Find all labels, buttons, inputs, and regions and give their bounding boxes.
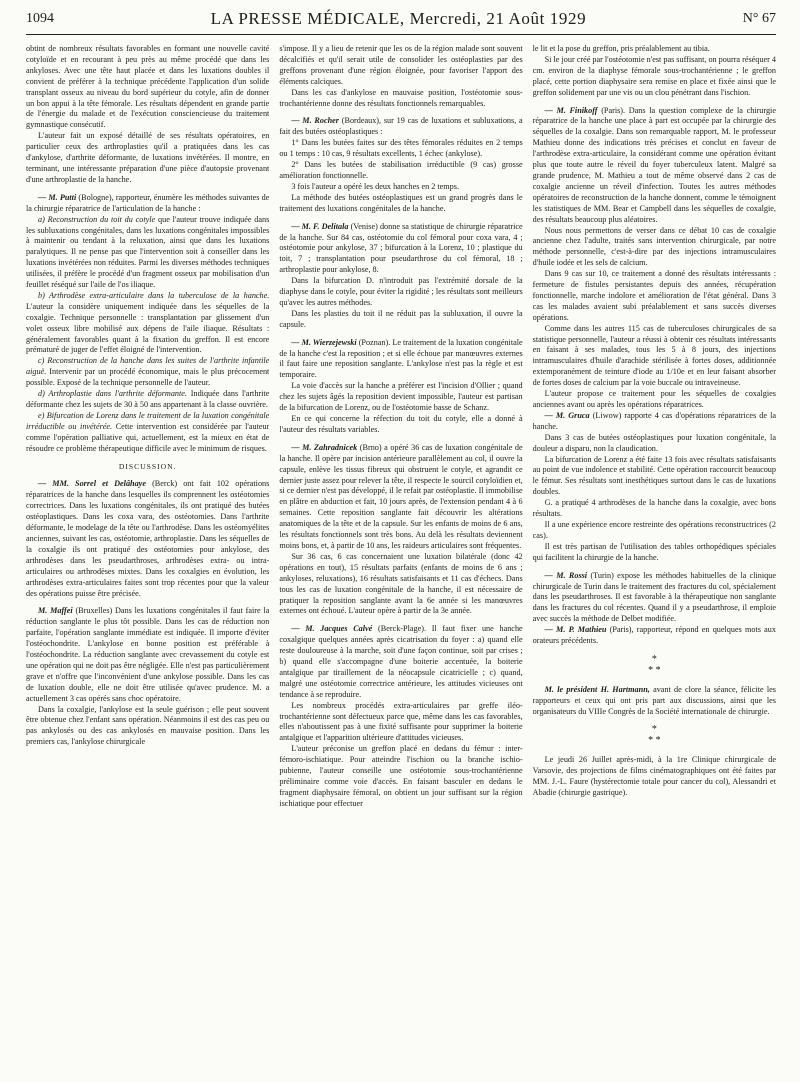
paragraph	[279, 138, 522, 160]
paragraph-text: (Paris). Dans la question complexe de la chirurgie réparatrice de la hanche une place à part est occupée par la chirurgie des séquelles de la coxalgie. Dans son remarquable rapport, M. le professeur Mathieu donne des indications très précises et conclut en faveur de l'arthrodèse extra-articulaire, la considérant comme une opération évitant plus que toute autre le réveil du foyer tuberculeux latent. Malgré sa grande prudence, M. Mathieu a tout de même observé dans 2 cas de coxalgie ancienne un réveil d'infection. Toutes les autres méthodes opératoires de reconstruction de la hanche donnent, comme le témoignent les statistiques de MM. Bear et Campbell dans les séquelles de coxalgie, des résultats beaucoup plus aléatoires.	[532, 105, 776, 224]
paragraph	[533, 411, 776, 433]
paragraph	[26, 131, 269, 186]
asterism: * * *	[648, 724, 661, 747]
paragraph	[279, 182, 522, 193]
paragraph-text: (Poznan). Le traitement de la luxation congénitale de la hanche c'est la reposition ; et si elle échoue par manœuvres externes il faut faire une reposition sanglante. L'ankylose n'est pas la règle et est temporaire.	[279, 337, 523, 380]
paragraph-text: La bifurcation de Lorenz a été faite 13 fois avec résultats satisfaisants au point de vue indolence et stabilité. Cette opération raccourcit beaucoup le fémur. Ses résultats sont inesthétiques surtout dans le cas de luxations doubles.	[532, 454, 776, 497]
speaker-name: M. Maffei	[38, 606, 73, 616]
paragraph	[279, 624, 522, 700]
paragraph-text: Sur 36 cas, 6 cas concernaient une luxation bilatérale (donc 42 opérations en tout), 15 résultats parfaits (enfants de moins de 6 ans ; ankyloses, reluxations), 16 résultats satisfaisants et 11 cas d'échecs. Dans tous les cas de luxation congénitale de la hanche, il est nécessaire de pratiquer la reposition sanglante avant la 6e année si les manœuvres externes ont échoué. L'auteur opère à partir de la 3e année.	[279, 551, 523, 616]
paragraph-text: que l'auteur trouve indiquée dans les subluxations congénitales, dans les luxations congénitales impossibles à maintenir ou tendant à la reluxation, ainsi que dans les luxations paralytiques. Il ne pense pas que l'intervention soit à conseiller dans les luxations invétérées non réduites. Parmi les diverses méthodes techniques utilisées, il préfère le procédé d'un fragment osseux par mobilisation d'un feuillet réséqué sur l'aile de l'os iliaque.	[26, 214, 270, 290]
paragraph	[26, 411, 269, 455]
paragraph-text: L'auteur fait un exposé détaillé de ses résultats opératoires, en particulier ceux des arthroplasties qu'il a pratiquées dans les cas d'ankylose, d'arthrite déformante, de luxations invétérées. Il montre, en terminant, une intéressante préparation d'une pièce d'autopsie provenant d'une arthroplastie de la hanche.	[26, 131, 270, 184]
column-3	[533, 44, 776, 1074]
paragraph-text: Dans la bifurcation D. n'introduit pas l'extrémité dorsale de la diaphyse dans le cotyle, pour éviter la rigidité ; les résultats sont meilleurs qu'avec les autres méthodes.	[279, 276, 523, 307]
page-number: 1094	[26, 11, 54, 26]
paragraph	[533, 498, 776, 520]
speaker-name: — M. Gruca	[544, 410, 590, 420]
subheading-italic: c) Reconstruction de la hanche dans les suites de l'arthrite infantile aiguë.	[26, 356, 270, 377]
paragraph	[26, 389, 269, 411]
paragraph-text: Le jeudi 26 Juillet après-midi, à la 1re Clinique chirurgicale de Varsovie, des projections de films cinématographiques ont été faites par MM. J.-L. Faure (hystérectomie totale pour cancer du col), Alessandri et Abadie (chirurgie gastrique).	[532, 755, 776, 797]
paragraph	[279, 88, 522, 110]
page-header	[26, 4, 776, 35]
paragraph-text: La voie d'accès sur la hanche a préférer est l'incision d'Ollier ; quand chez les sujets âgés la reposition devient impossible, l'auteur est partisan de la bifurcation de Lorenz, ou de l'ostéotomie basse de Schanz.	[279, 381, 523, 413]
section-separator	[533, 655, 776, 677]
paragraph-text: 2° Dans les butées de stabilisation irréductible (9 cas) grosse amélioration fonctionnelle.	[279, 160, 523, 180]
paragraph-text: (Berck) ont fait 102 opérations réparatrices de la hanche dans lesquelles ils comprennent les ostéotomies correctrices. Dans les luxations congénitales, ils ont pratiqué des butées ostéoplastiques. Dans les coxa vara, des ostéotomies. Dans l'arthrite déformante, le modelage de la tête ou l'arthrodèse. Dans les ostéomyélites anciennes, suivant les cas, ostéotomie, arthroplastie. Dans les séquelles de la coxalgie ils ont pratiqué des ostéotomies pour ankylose, des arthrodèses dans les pseudarthroses, arthrodèses extra- ou intra-articulaires ou arthrodèses mixtes. Dans les coxalgies en évolution, les arthrodèses extra-articulaires faites sont trop récentes pour que la valeur des opérations puisse être précisée.	[26, 479, 270, 598]
paragraph	[279, 116, 522, 138]
column-2	[279, 44, 522, 1074]
speaker-name: — M. F. Delitala	[291, 221, 349, 231]
paragraph	[533, 433, 776, 455]
paragraph-text: Intervenir par un procédé économique, mais le plus précocement possible. Exposé de la technique personnelle de l'auteur.	[26, 367, 270, 388]
speaker-name: — M. P. Mathieu	[544, 625, 607, 635]
paragraph-text: Cette intervention est considérée par l'auteur comme l'opération palliative qui, actuellement, est la mieux en état de résoudre ce problème thérapeutique difficile avec le minimum de risques.	[26, 421, 270, 453]
paragraph-text: Indiquée dans l'arthrite déformante chez les sujets de 30 à 50 ans appartenant à la classe ouvrière.	[26, 389, 270, 409]
paragraph-text: Dans la coxalgie, l'ankylose est la seule guérison ; elle peut souvent être obtenue chez l'enfant sans opération. Néanmoins il est des cas peu ou pas ankylosés ou des cas ankylosés en mauvaise position. Dans les premiers cas, l'ankylose chirurgicale	[26, 704, 270, 747]
paragraph	[279, 744, 522, 809]
paragraph	[26, 291, 269, 356]
paragraph	[26, 479, 269, 599]
paragraph	[279, 222, 522, 277]
paragraph	[533, 520, 776, 542]
speaker-name: — M. Rossi	[544, 570, 588, 580]
paragraph	[533, 269, 776, 324]
article-columns	[26, 44, 776, 1074]
subheading-italic: a) Reconstruction du toit du cotyle	[38, 214, 156, 224]
speaker-name: M. le président H. Hartmann,	[544, 684, 650, 694]
paragraph-text: Dans les plasties du toit il ne réduit pas la subluxation, il ouvre la capsule.	[279, 308, 523, 329]
speaker-name: — M. Rocher	[291, 116, 339, 126]
paragraph	[279, 193, 522, 215]
issue-number: N° 67	[742, 11, 776, 26]
speaker-name: — M. Finikoff	[544, 105, 598, 115]
paragraph-text: Il est très partisan de l'utilisation des tables orthopédiques spéciales qui facilitent la chirurgie de la hanche.	[532, 541, 776, 562]
paragraph	[533, 106, 776, 226]
paragraph	[26, 193, 269, 215]
paragraph	[533, 44, 776, 55]
paragraph-text: Il a une expérience encore restreinte des opérations reconstructrices (2 cas).	[532, 519, 776, 540]
paragraph-text: Comme dans les autres 115 cas de tuberculoses chirurgicales de sa statistique personnelle, l'auteur a réussi à obtenir ces résultats intéressants en faisant à ses malades, tous les 5 à 8 jours, des injections intramusculaires d'huile d'arachide stérilisée à fortes doses, additionnée extemporanément de teinture d'iode au 1/10e et en leur faisant absorber de fortes doses de calcium par la voie buccale ou intraveineuse.	[532, 323, 776, 388]
speaker-name: — M. Jacques Calvé	[291, 624, 373, 634]
paragraph-text: La méthode des butées ostéoplastiques est un grand progrès dans le traitement des luxations congénitales de la hanche.	[279, 192, 523, 213]
paragraph	[533, 455, 776, 499]
paragraph-text: (Berck-Plage). Il faut fixer une hanche coxalgique quelques années après cicatrisation du foyer : a) quand elle reste douloureuse à la marche, soit d'une façon continue, soit par crises ; b) quand elle s'accompagne d'une boiterie accentuée, la boiterie antalgique par tiraillement de la néocapsule cicatricielle ; c) quand, malgré une ostéotomie correctrice antérieure, les attitudes vicieuses ont tendance à se reproduire.	[279, 624, 523, 699]
paragraph	[533, 389, 776, 411]
journal-title: LA PRESSE MÉDICALE, Mercredi, 21 Août 1929	[210, 9, 587, 28]
column-1	[26, 44, 269, 1074]
paragraph-text: 3 fois l'auteur a opéré les deux hanches en 2 temps.	[291, 181, 459, 191]
paragraph-text: Dans 3 cas de butées ostéoplastiques pour luxation congénitale, la douleur a disparu, non la claudication.	[532, 432, 776, 453]
paragraph-text: L'auteur la considère uniquement indiquée dans les séquelles de la coxalgie. Technique personnelle : transplantation par glissement d'un volet osseux libre mobilisé aux dépens de l'aile iliaque. Résultats : généralement favorables quant à la fixation du greffon. Il est encore prématuré de juger de l'effet éloigné de l'intervention.	[26, 301, 270, 355]
speaker-name: — M. Wierzejewski	[291, 337, 357, 347]
paragraph-text: s'impose. Il y a lieu de retenir que les os de la région malade sont souvent décalcifiés et qu'il serait utile de consolider les ostéoplasties par des greffons provenant d'une région éloignée, pour favoriser l'apport des éléments calciques.	[279, 44, 523, 86]
paragraph-text: L'auteur préconise un greffon placé en dedans du fémur : inter-fémoro-ischiatique. Pour atteindre l'ischion ou la branche ischio-pubienne, l'auteur conseille une ostéotomie sous-trochantérienne préliminaire comme voie d'accès. En faisant basculer en dedans le fragment diaphysaire fémoral, on obtient un jour suffisant sur la région ischiatique pour effectuer	[279, 744, 523, 808]
paragraph	[533, 324, 776, 389]
speaker-name: — M. Putti	[38, 192, 77, 202]
paragraph	[26, 606, 269, 704]
paragraph-text: (Liwow) rapporte 4 cas d'opérations réparatrices de la hanche.	[532, 410, 776, 431]
paragraph	[533, 55, 776, 99]
paragraph-text: (Brno) a opéré 36 cas de luxation congénitale de la hanche. Il opère par incision antérieure parallèlement au col, il ouvre la capsule, enlève les tissus fibreux qui obstruent le cotyle, et agrandit ce dernier juste assez pour relever la tête, il respecte le sourcil cotyloïdien et, si ce dernier n'est pas développé, il le refait par ostéoplastie. Il immobilise en plâtre en abduction et fait, 10 jours après, de l'extension pendant 4 à 6 semaines. Cette reposition sanglante fait découvrir les altérations anatomiques de la tête et de la capsule. Sur les enfants de moins de 6 ans, les résultats fonctionnels sont très bons. Au delà les résultats deviennent moins bons, et, à partir de 10 ans, les raideurs articulaires sont fréquentes.	[279, 442, 523, 550]
subheading-italic: d) Arthroplastie dans l'arthrite déformante.	[38, 389, 187, 399]
paragraph	[279, 552, 522, 617]
speaker-name: — M. Zahradnicek	[291, 442, 358, 452]
subheading-italic: b) Arthrodèse extra-articulaire dans la tuberculose de la hanche.	[38, 290, 270, 300]
paragraph-text: (Bordeaux), sur 19 cas de luxations et subluxations, a fait des butées ostéoplastiques :	[279, 116, 523, 137]
subheading-italic: e) Bifurcation de Lorenz dans le traitement de la luxation congénitale irréductible ou invétérée.	[26, 410, 270, 431]
paragraph	[279, 338, 522, 382]
paragraph-text: obtint de nombreux résultats favorables en formant une nouvelle cavité cotyloïde et en recourant à peu près au même procédé que dans les ankyloses. Avec une tête haut placée et dans les luxations doubles il convient de préférer à la technique précédente l'application d'un solide transplant osseux au niveau du bord supérieur du cotyle, afin de donner un bon appui à la tête fémorale. Les résultats dépendent en grande partie de l'énergie du malade et de l'exécution consciencieuse du traitement gymnastique consécutif.	[26, 44, 270, 130]
paragraph-text: 1° Dans les butées faites sur des têtes fémorales réduites en 2 temps ou 1 temps : 10 cas, 9 résultats excellents, 1 échec (ankylose).	[279, 138, 523, 159]
paragraph	[26, 44, 269, 131]
paragraph	[533, 542, 776, 564]
paragraph-text: (Bologne), rapporteur, énumère les méthodes suivantes de la chirurgie réparatrice de l'articulation de la hanche :	[26, 192, 270, 213]
paragraph	[533, 571, 776, 626]
paragraph-text: Si le jour créé par l'ostéotomie n'est pas suffisant, on pourra réséquer 4 cm. environ de la diaphyse fémorale sous-trochantérienne ; le greffon placé, cette portion diaphysaire sera remise en place et fixée ainsi que le greffon solidement par une vis ou un clou pénétrant dans l'ischion.	[532, 54, 776, 97]
paragraph	[533, 685, 776, 718]
paragraph	[533, 625, 776, 647]
paragraph-text: Dans 9 cas sur 10, ce traitement a donné des résultats intéressants : fermeture de fistules persistantes depuis des années, récupération fonctionnelle, marche indolore et amélioration de l'état général. Dans 3 cas les malades avaient subi préalablement et sans succès diverses opérations.	[532, 269, 776, 322]
asterism: * * *	[648, 653, 661, 676]
paragraph	[533, 755, 776, 799]
paragraph-text: G. a pratiqué 4 arthrodèses de la hanche dans la coxalgie, avec bons résultats.	[532, 498, 776, 519]
speaker-name: — MM. Sorrel et Delâhaye	[38, 479, 146, 489]
paragraph	[533, 226, 776, 270]
paragraph-text: avant de clore la séance, félicite les rapporteurs et ceux qui ont pris part aux discussions, ainsi que les organisateurs du VIIIe Congrès de la Société internationale de chirurgie.	[532, 684, 776, 716]
paragraph	[279, 309, 522, 331]
paragraph	[279, 44, 522, 88]
paragraph-text: le lit et la pose du greffon, pris préalablement au tibia.	[532, 44, 710, 53]
paragraph	[26, 705, 269, 749]
paragraph	[279, 160, 522, 182]
paragraph	[279, 701, 522, 745]
paragraph-text: (Paris), rapporteur, répond en quelques mots aux orateurs précédents.	[532, 625, 776, 646]
paragraph	[26, 215, 269, 291]
section-heading: DISCUSSION.	[118, 461, 177, 471]
paragraph-text: Dans les cas d'ankylose en mauvaise position, l'ostéotomie sous-trochantérienne donne des résultats fonctionnels remarquables.	[279, 87, 523, 108]
paragraph	[279, 414, 522, 436]
section-separator	[533, 725, 776, 747]
paragraph-text: (Turin) expose les méthodes habituelles de la clinique chirurgicale de Turin dans le traitement des fractures du col, spécialement dans les pseudarthroses. Il est favorable à la thérapeutique non sanglante dans les fractures du col récentes. Quand il y a pseudarthrose, il emploie avec succès la méthode de Delbet modifiée.	[532, 570, 776, 624]
paragraph-text: (Venise) donne sa statistique de chirurgie réparatrice de la hanche. Sur 84 cas, ostéotomie du col fémoral pour coxa vara, 4 ; ostéotomie pour ankylose, 37 ; bifurcation à la Lorenz, 10 ; plastique du toit, 7 ; transplantation pour pseudarthrose du col fémoral, 18 ; arthroplastie pour ankylose, 8.	[279, 221, 523, 275]
paragraph-text: En ce qui concerne la réfection du toit du cotyle, elle a donné à l'auteur des résultats variables.	[279, 414, 523, 434]
paragraph-text: Nous nous permettons de verser dans ce débat 10 cas de coxalgie ancienne chez l'adulte, traités sans intervention chirurgicale, par notre méthode personnelle, c'est-à-dire par des injections intramusculaires d'huile iodée et les sels de calcium.	[532, 225, 776, 268]
paragraph	[279, 443, 522, 552]
paragraph-text: Les nombreux procédés extra-articulaires par greffe iléo-trochantérienne sont défectueux parce que, même dans les cas favorables, elles n'aboutissent pas à une fixité suffisante pour supprimer la boiterie antalgique et l'apparition ultérieure d'attitudes vicieuses.	[279, 700, 523, 743]
paragraph	[26, 356, 269, 389]
paragraph	[279, 276, 522, 309]
paragraph-text: L'auteur propose ce traitement pour les séquelles de coxalgies anciennes avant ou après les opérations réparatrices.	[532, 389, 776, 409]
paragraph-text: (Bruxelles) Dans les luxations congénitales il faut faire la réduction sanglante le plus tôt possible. Dans les cas de réduction non parfaite, l'opération sanglante immédiate est indiquée. Il importe d'éviter l'ostéochondrite. L'ankylose en bonne position est préférable à l'ostéochondrite. La réduction sanglante avec crevassement du cotyle est une opération qui ne doit pas être négligée. Elle n'est pas particulièrement grave et n'offre que l'inconvénient d'une ankylose possible. Dans les cas de luxation double, elle ne doit être utilisée qu'avec prudence. M. a actuellement 3 cas opérés sans choc opératoire.	[26, 606, 270, 703]
paragraph	[279, 381, 522, 414]
